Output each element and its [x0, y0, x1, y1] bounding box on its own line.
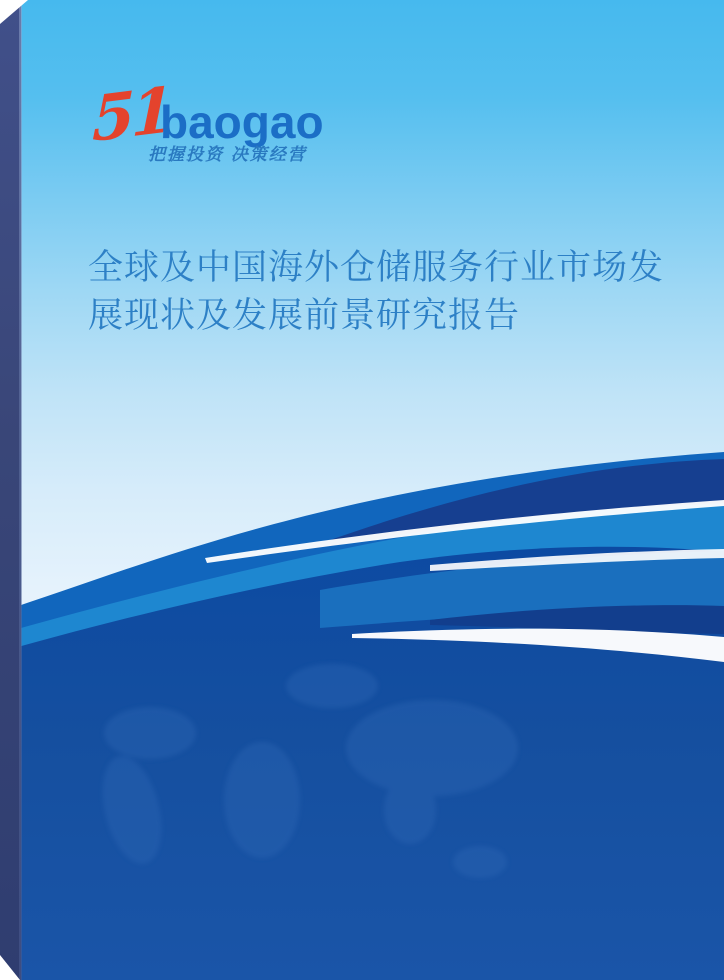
logo-tagline: 把握投资 决策经营: [148, 145, 307, 164]
logo-wordmark: baogao: [160, 96, 324, 148]
logo-51-mark: 51: [91, 72, 171, 157]
left-spine-highlight: [19, 0, 22, 980]
report-title: [88, 244, 668, 340]
title-line-1: 全球及中国海外仓储服务行业市场发: [88, 248, 665, 287]
left-spine: [0, 0, 21, 980]
title-line-2: 展现状及发展前景研究报告: [88, 296, 521, 335]
